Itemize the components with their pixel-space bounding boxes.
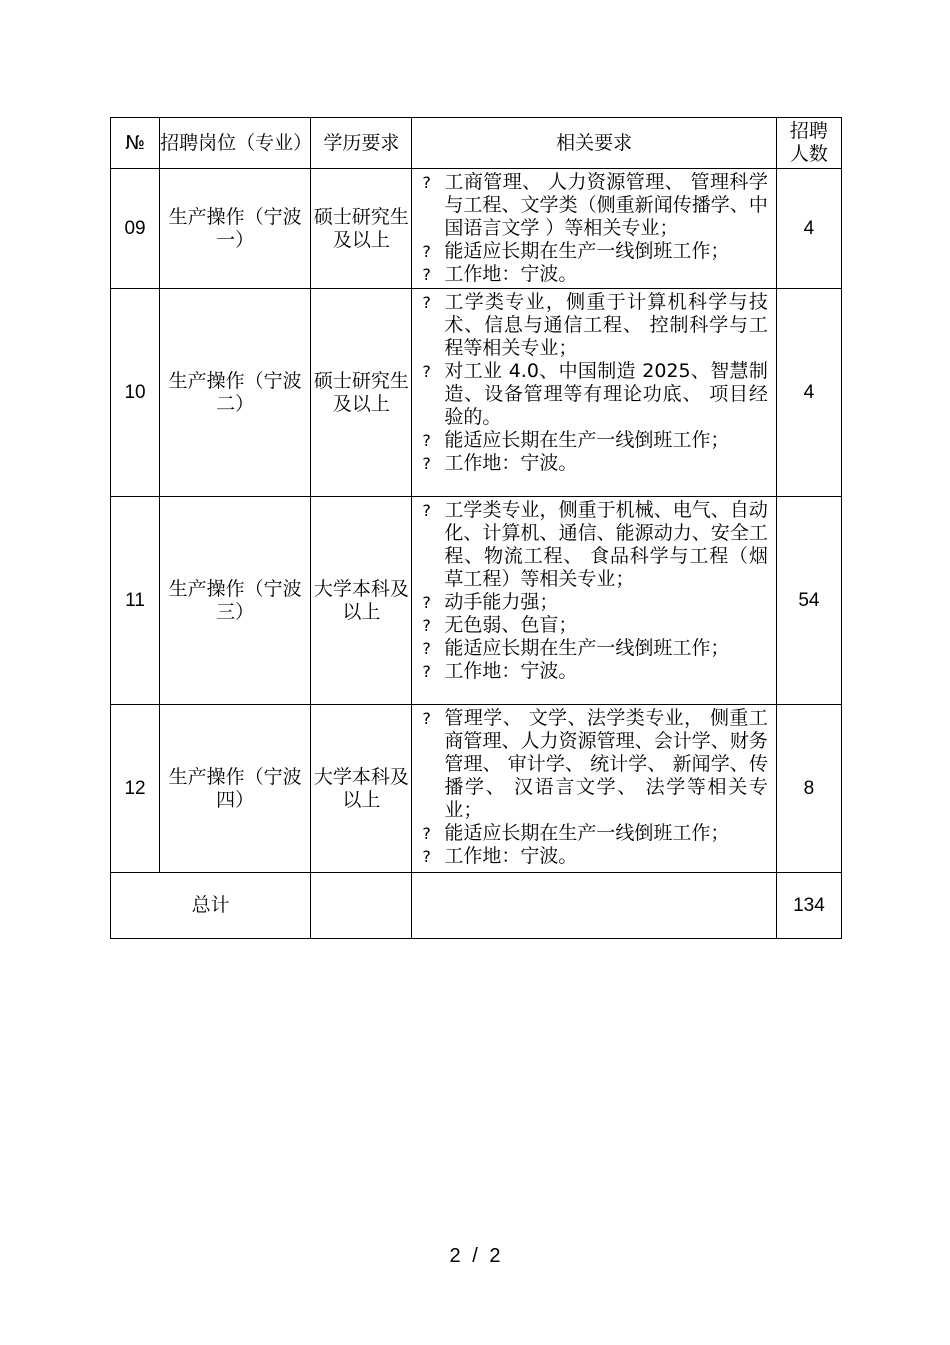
- bullet-glyph: ?: [422, 431, 431, 450]
- header-count: 招聘人数: [776, 118, 841, 169]
- requirement-item: ? 工商管理、 人力资源管理、 管理科学与工程、文学类（侧重新闻传播学、中国语言文学 ）等相关专业；: [422, 171, 768, 239]
- requirement-item: ? 管理学、 文学、法学类专业， 侧重工商管理、人力资源管理、会计学、财务管理、 审计学、 统计学、 新闻学、传播学、 汉语言文学、 法学等相关专业；: [422, 707, 768, 821]
- total-count: 134: [776, 873, 841, 939]
- bullet-glyph: ?: [422, 709, 431, 728]
- requirement-item: ? 工作地：宁波。: [422, 263, 578, 285]
- row-position: 生产操作（宁波三）: [160, 497, 311, 705]
- page-number: 2 / 2: [449, 1245, 501, 1267]
- header-position: 招聘岗位（专业）: [160, 118, 311, 169]
- row-count: 8: [776, 705, 841, 873]
- total-education-empty: [311, 873, 412, 939]
- row-no: 11: [111, 497, 160, 705]
- table-header-row: [111, 118, 842, 169]
- row-requirements: [412, 289, 776, 497]
- row-no: 09: [111, 169, 160, 289]
- requirement-item: ? 能适应长期在生产一线倒班工作；: [422, 240, 730, 262]
- bullet-glyph: ?: [422, 173, 431, 192]
- row-education: 硕士研究生及以上: [311, 169, 412, 289]
- table-row: [111, 497, 842, 705]
- bullet-glyph: ?: [422, 616, 431, 635]
- row-education: 大学本科及以上: [311, 705, 412, 873]
- bullet-glyph: ?: [422, 593, 431, 612]
- bullet-glyph: ?: [422, 293, 431, 312]
- bullet-glyph: ?: [422, 454, 431, 473]
- bullet-glyph: ?: [422, 847, 431, 866]
- bullet-glyph: ?: [422, 242, 431, 261]
- requirement-item: ? 工作地：宁波。: [422, 660, 578, 682]
- requirement-item: ? 对工业 4.0、中国制造 2025、智慧制造、设备管理等有理论功底、 项目经验的。: [422, 360, 768, 428]
- header-education: 学历要求: [311, 118, 412, 169]
- bullet-glyph: ?: [422, 362, 431, 381]
- requirement-item: ? 能适应长期在生产一线倒班工作；: [422, 637, 730, 659]
- requirement-item: ? 工学类专业，侧重于计算机科学与技术、信息与通信工程、 控制科学与工程等相关专业；: [422, 291, 768, 359]
- requirement-item: ? 工作地：宁波。: [422, 845, 578, 867]
- requirement-item: ? 工学类专业，侧重于机械、电气、自动化、计算机、通信、能源动力、安全工程、物流工程、 食品科学与工程（烟草工程）等相关专业；: [422, 499, 768, 590]
- row-position: 生产操作（宁波一）: [160, 169, 311, 289]
- bullet-glyph: ?: [422, 265, 431, 284]
- row-requirements: [412, 705, 776, 873]
- requirement-item: ? 能适应长期在生产一线倒班工作；: [422, 429, 730, 451]
- row-requirements: [412, 169, 776, 289]
- recruitment-table: [110, 117, 842, 939]
- requirement-item: ? 无色弱、色盲；: [422, 614, 578, 636]
- row-count: 4: [776, 169, 841, 289]
- bullet-glyph: ?: [422, 824, 431, 843]
- row-no: 12: [111, 705, 160, 873]
- total-label: 总计: [111, 873, 311, 939]
- row-no: 10: [111, 289, 160, 497]
- bullet-glyph: ?: [422, 639, 431, 658]
- table-row: [111, 705, 842, 873]
- total-requirements-empty: [412, 873, 776, 939]
- requirement-item: ? 工作地：宁波。: [422, 452, 578, 474]
- bullet-glyph: ?: [422, 501, 431, 520]
- requirement-item: ? 能适应长期在生产一线倒班工作；: [422, 822, 730, 844]
- row-position: 生产操作（宁波四）: [160, 705, 311, 873]
- bullet-glyph: ?: [422, 662, 431, 681]
- table-row: [111, 289, 842, 497]
- table-row: [111, 169, 842, 289]
- row-position: 生产操作（宁波二）: [160, 289, 311, 497]
- row-requirements: [412, 497, 776, 705]
- header-requirements: 相关要求: [412, 118, 776, 169]
- row-count: 54: [776, 497, 841, 705]
- requirement-item: ? 动手能力强；: [422, 591, 559, 613]
- row-education: 硕士研究生及以上: [311, 289, 412, 497]
- header-no: №: [111, 118, 160, 169]
- total-row: [111, 873, 842, 939]
- row-count: 4: [776, 289, 841, 497]
- row-education: 大学本科及以上: [311, 497, 412, 705]
